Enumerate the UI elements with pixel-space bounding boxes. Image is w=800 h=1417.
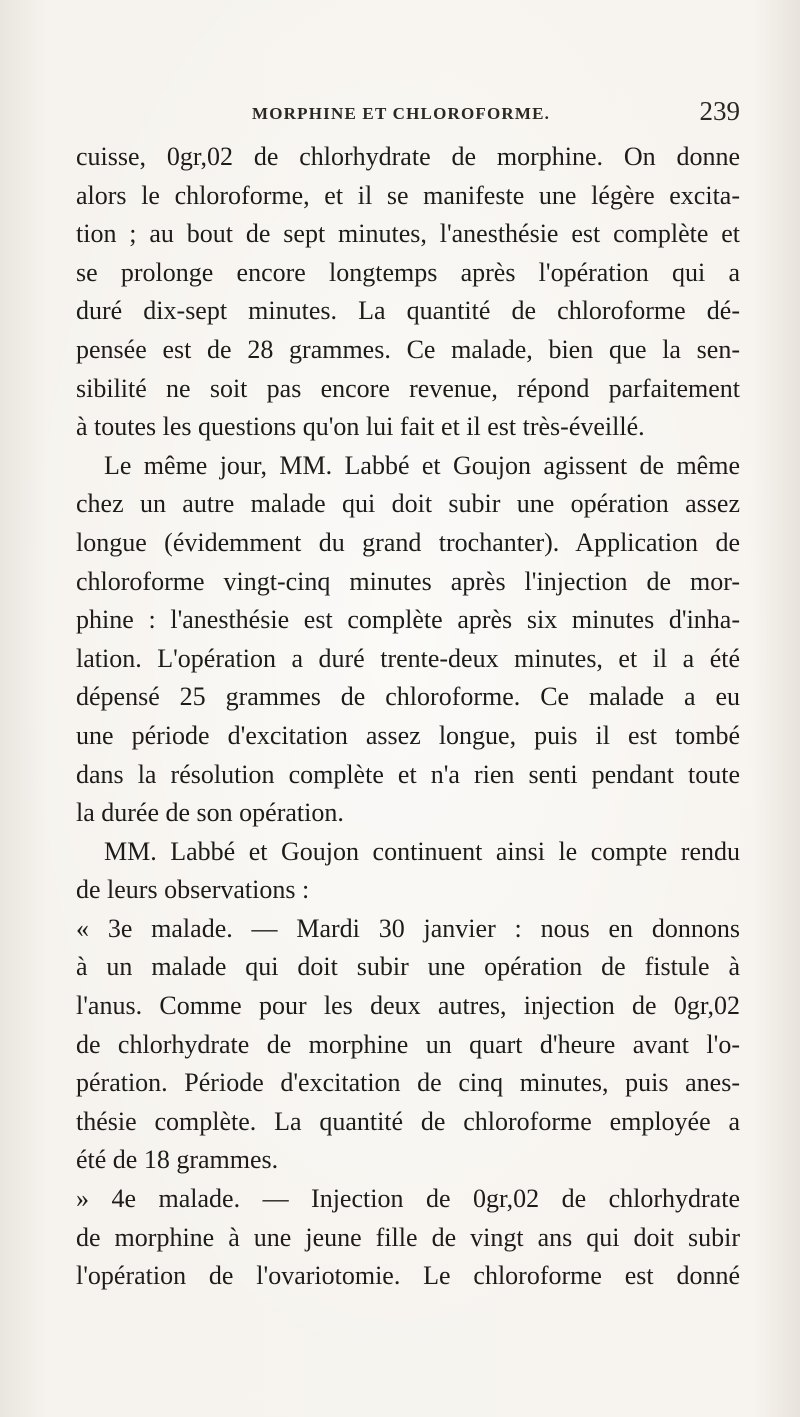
text-line: Le même jour, MM. Labbé et Goujon agissent de même [104, 450, 740, 480]
text-line: de chlorhydrate de morphine un quart d'heure avant l'o- [76, 1029, 740, 1059]
text-line: cuisse, 0gr,02 de chlorhydrate de morphine. On donne [76, 142, 740, 171]
text-line: » 4e malade. — Injection de 0gr,02 de chlorhydrate [76, 1184, 740, 1214]
text-line: dépensé 25 grammes de chloroforme. Ce malade a eu [76, 682, 740, 712]
text-line: de morphine à une jeune fille de vingt ans qui doit subir [76, 1222, 740, 1252]
body-text [76, 138, 740, 1296]
text-line: tion ; au bout de sept minutes, l'anesthésie est complète et [76, 219, 740, 249]
text-line: la durée de son opération. [76, 798, 344, 828]
running-head: MORPHINE ET CHLOROFORME. [252, 104, 551, 123]
text-line: dans la résolution complète et n'a rien senti pendant toute [76, 759, 740, 789]
text-line: longue (évidemment du grand trochanter). Application de [76, 527, 740, 557]
text-line: « 3e malade. — Mardi 30 janvier : nous en donnons [76, 913, 740, 943]
text-line: de leurs observations : [76, 875, 310, 905]
text-line: phine : l'anesthésie est complète après six minutes d'inha- [76, 605, 740, 635]
text-line: sibilité ne soit pas encore revenue, répond parfaitement [76, 373, 740, 403]
text-line: chez un autre malade qui doit subir une opération assez [76, 489, 740, 519]
page-header [76, 96, 740, 130]
text-line: se prolonge encore longtemps après l'opération qui a [76, 257, 740, 287]
text-line: alors le chloroforme, et il se manifeste une légère excita- [76, 180, 740, 210]
text-line: à un malade qui doit subir une opération de fistule à [76, 952, 740, 982]
text-line: pération. Période d'excitation de cinq minutes, puis anes- [76, 1068, 740, 1098]
text-line: une période d'excitation assez longue, puis il est tombé [76, 720, 740, 750]
text-line: été de 18 grammes. [76, 1145, 279, 1175]
page-number: 239 [699, 96, 740, 126]
text-line: à toutes les questions qu'on lui fait et il est très-éveillé. [76, 412, 645, 442]
text-line: MM. Labbé et Goujon continuent ainsi le compte rendu [104, 836, 740, 866]
text-line: lation. L'opération a duré trente-deux minutes, et il a été [76, 643, 740, 673]
text-line: pensée est de 28 grammes. Ce malade, bien que la sen- [76, 334, 740, 364]
text-line: thésie complète. La quantité de chloroforme employée a [76, 1106, 740, 1136]
text-line: l'opération de l'ovariotomie. Le chloroforme est donné [76, 1261, 740, 1291]
text-line: l'anus. Comme pour les deux autres, injection de 0gr,02 [76, 991, 740, 1021]
text-line: chloroforme vingt-cinq minutes après l'injection de mor- [76, 566, 740, 596]
text-line: duré dix-sept minutes. La quantité de chloroforme dé- [76, 296, 740, 326]
